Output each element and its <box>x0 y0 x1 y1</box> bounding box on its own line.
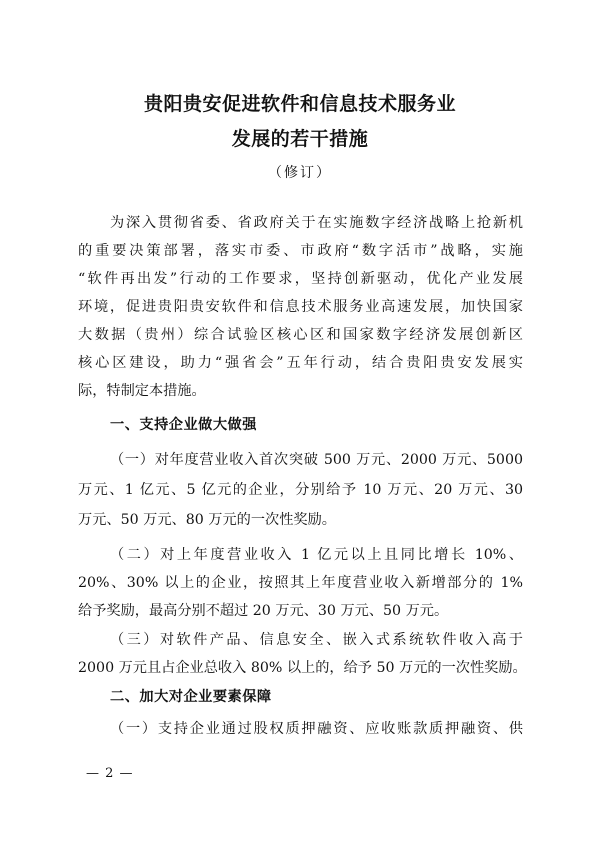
paragraph-line: 给予奖励，最高分别不超过 20 万元、30 万元、50 万元。 <box>78 603 449 619</box>
paragraph-line: 20%、30% 以上的企业，按照其上年度营业收入新增部分的 1% <box>78 575 523 591</box>
paragraph-line: （一）支持企业通过股权质押融资、应收账款质押融资、供 <box>110 721 523 737</box>
preamble-line: 大数据（贵州）综合试验区核心区和国家数字经济发展创新区 <box>78 327 523 343</box>
preamble-line: 的重要决策部署，落实市委、市政府“数字活市”战略，实施 <box>78 243 523 259</box>
document-subtitle: （修订） <box>268 165 332 181</box>
section-heading: 一、支持企业做大做强 <box>110 417 257 433</box>
preamble-line: 环境，促进贵阳贵安软件和信息技术服务业高速发展，加快国家 <box>78 299 523 315</box>
page-number: — 2 — <box>86 766 134 781</box>
preamble-line: 为深入贯彻省委、省政府关于在实施数字经济战略上抢新机 <box>110 215 523 231</box>
paragraph-line: （二）对上年度营业收入 1 亿元以上且同比增长 10%、 <box>110 547 523 563</box>
paragraph-line: 2000 万元且占企业总收入 80% 以上的，给予 50 万元的一次性奖励。 <box>78 660 527 676</box>
preamble-line: 际，特制定本措施。 <box>78 383 206 399</box>
document-title-line-1: 贵阳贵安促进软件和信息技术服务业 <box>143 93 456 115</box>
preamble-line: “软件再出发”行动的工作要求，坚持创新驱动，优化产业发展 <box>78 271 523 287</box>
paragraph-line: （一）对年度营业收入首次突破 500 万元、2000 万元、5000 <box>110 452 523 468</box>
paragraph-line: 万元、1 亿元、5 亿元的企业，分别给予 10 万元、20 万元、30 <box>78 482 523 498</box>
preamble-line: 核心区建设，助力“强省会”五年行动，结合贵阳贵安发展实 <box>78 355 523 371</box>
document-title-line-2: 发展的若干措施 <box>231 128 369 150</box>
paragraph-line: （三）对软件产品、信息安全、嵌入式系统软件收入高于 <box>110 632 523 648</box>
section-heading: 二、加大对企业要素保障 <box>110 689 272 705</box>
paragraph-line: 万元、50 万元、80 万元的一次性奖励。 <box>78 512 336 528</box>
